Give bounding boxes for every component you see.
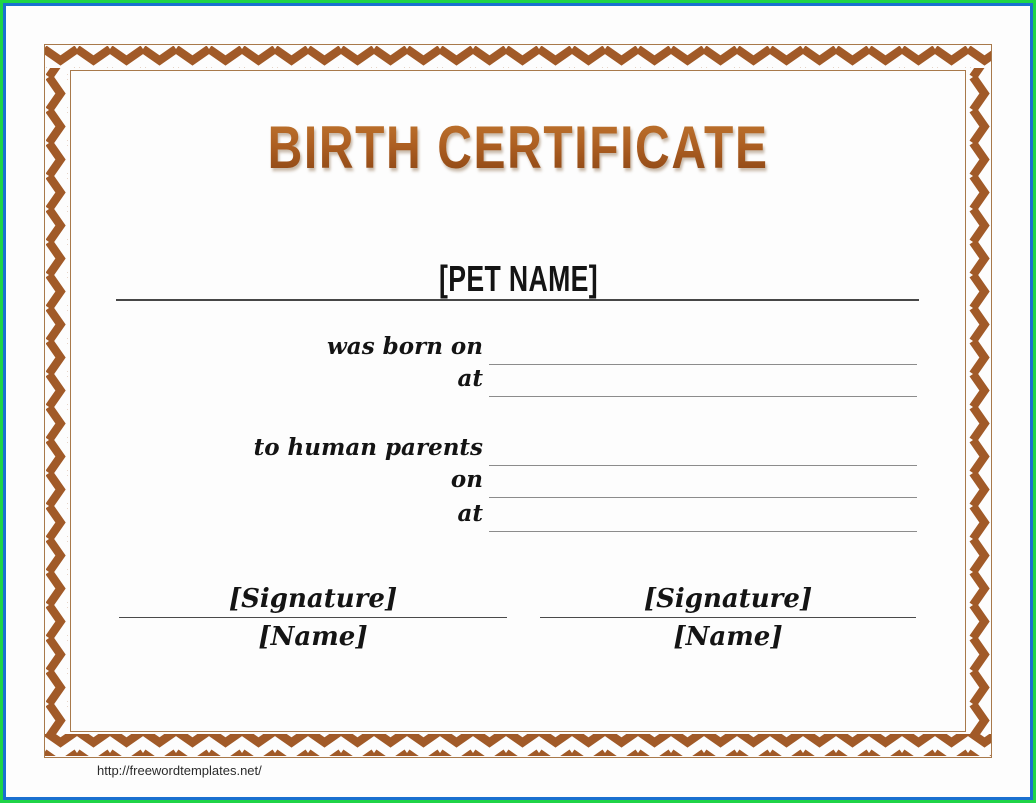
certificate-title: BIRTH CERTIFICATE xyxy=(267,114,769,181)
signature-block-right xyxy=(540,582,916,655)
pet-name-placeholder: [PET NAME] xyxy=(438,258,598,299)
field-label-at-1: at xyxy=(457,365,483,392)
field-row-on xyxy=(0,464,1036,498)
birth-place-fill-line[interactable] xyxy=(489,396,917,397)
signature-placeholder-right: [Signature] xyxy=(643,584,813,614)
field-label-to-human-parents: to human parents xyxy=(253,434,483,461)
footer-url[interactable]: http://freewordtemplates.net/ xyxy=(97,763,262,778)
pet-name-wrap xyxy=(0,259,1036,299)
field-row-at-2 xyxy=(0,498,1036,532)
field-row-at-1 xyxy=(0,363,1036,397)
field-row-was-born-on xyxy=(0,331,1036,365)
certificate-title-wrap xyxy=(0,116,1036,180)
field-label-on: on xyxy=(450,466,483,493)
signature-line-left[interactable] xyxy=(119,617,507,618)
field-label-at-2: at xyxy=(457,500,483,527)
signature-line-right[interactable] xyxy=(540,617,916,618)
field-label-was-born-on: was born on xyxy=(327,333,483,360)
field-row-to-human-parents xyxy=(0,432,1036,466)
name-placeholder-left: [Name] xyxy=(258,622,368,652)
at-fill-line[interactable] xyxy=(489,531,917,532)
signature-placeholder-left: [Signature] xyxy=(228,584,398,614)
name-placeholder-right: [Name] xyxy=(673,622,783,652)
signature-block-left xyxy=(119,582,507,655)
pet-name-fill-line[interactable] xyxy=(116,299,919,301)
